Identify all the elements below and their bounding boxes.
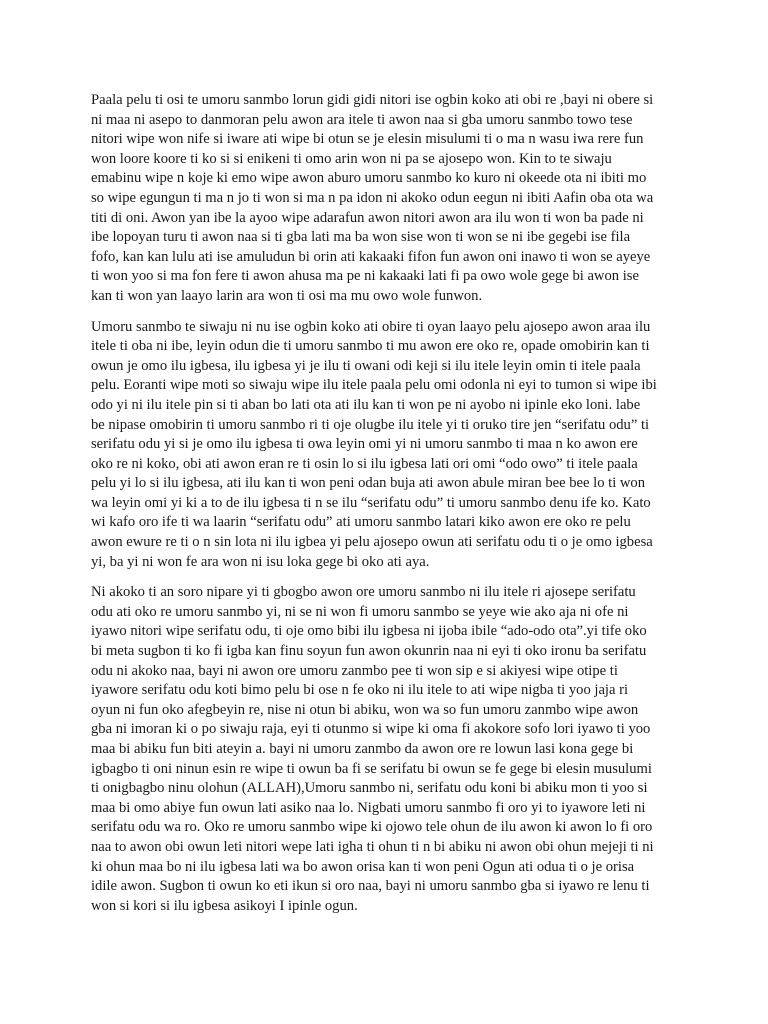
paragraph-1: Paala pelu ti osi te umoru sanmbo lorun gidi gidi nitori ise ogbin koko ati obi re ,bayi ni obere si ni maa ni asepo to danmoran pelu awon ara itele ti awon naa si gba umoru sanmbo towo tese nitori wipe won nife si iware ati wipe bi otun se je elesin misulumi ti o ma n wasu iwa rere fun won loore koore ti ko si si enikeni ti omo arin won ni pa se ajosepo won. Kin to te siwaju emabinu wipe n koje ki emo wipe awon aburo umoru sanmbo ko kuro ni okeede ota ni ibiti mo so wipe egungun ti ma n jo ti won si ma n pa idon ni akoko odun eegun ni ibiti Aafin oba ota wa titi di oni. Awon yan ibe la ayoo wipe adarafun awon nitori awon ara ilu won ti won ba pade ni ibe lopoyan turu ti awon naa si ti gba lati ma ba won sise won ti won se ni ibe gegebi ise fila fofo, kan kan lulu ati ise amuludun bi orin ati kakaaki fifon fun awon oni inawo ti won se ayeye ti won yoo si ma fon fere ti awon ahusa ma pe ni kakaaki lati fi pa owo wole gege bi awon ise kan ti won yan laayo larin ara won ti osi ma mu owo wole funwon. (91, 92, 654, 304)
document-page (91, 91, 681, 927)
paragraph-3: Ni akoko ti an soro nipare yi ti gbogbo awon ore umoru sanmbo ni ilu itele ri ajosepe serifatu odu ati oko re umoru sanmbo yi, ni se ni won fi umoru sanmbo se yeye wie ako aja ni ofe ni iyawo nitori wipe serifatu odu, ti oje omo bibi ilu igbesa ni ijoba ibile “ado-odo ota”.yi tife oko bi meta sugbon ti ko fi igba kan finu soyun fun awon okunrin naa ni eyi ti oko ironu ba serifatu odu ni akoko naa, bayi ni awon ore umoru zanmbo pee ti won sip e si akiyesi wipe otipe ti iyawore serifatu odu koti bimo pelu bi ose n fe oko ni ilu itele to ati wipe nigba ti yoo jaja ri oyun ni fun oko afegbeyin re, nise ni otun bi abiku, won wa so fun umoru zanmbo wipe awon gba ni imoran ki o po siwaju raja, eyi ti otunmo si wipe ki oma fi akokore sofo lori iyawo ti yoo maa bi abiku fun biti ateyin a. bayi ni umoru zanmbo da awon ore re lowun lasi kona gege bi igbagbo ti oni ninun esin re wipe ti owun ba fi se serifatu bi owun se fe gege bi elesin musulumi ti onigbagbo ninu olohun (ALLAH),Umoru sanmbo ni, serifatu odu koni bi abiku mon ti yoo si maa bi omo abiye fun owun lati asiko naa lo. Nigbati umoru sanmbo fi oro yi to iyawore leti ni serifatu odu wa ro. Oko re umoru sanmbo wipe ki ojowo tele ohun de ilu awon ki awon lo fi oro naa to awon obi owun leti nitori wepe lati igha ti ohun ti n bi abiku ni awon obi ohun mejeji ti ni ki ohun maa bo ni ilu igbesa lati wa bo awon orisa kan ti won peni Ogun ati odua ti o je orisa idile awon. Sugbon ti owun ko eti ikun si oro naa, bayi ni umoru sanmbo gba si iyawo re lenu ti won si kori si ilu igbesa asikoyi I ipinle ogun. (91, 584, 654, 914)
paragraph-2: Umoru sanmbo te siwaju ni nu ise ogbin koko ati obire ti oyan laayo pelu ajosepo awon araa ilu itele ti oba ni ibe, leyin odun die ti umoru sanmbo ti mu awon ere oko re, opade omobirin kan ti owun je omo ilu igbesa, ilu igbesa yi je ilu ti owani odi keji si ilu itele leyin omin ti itele paala pelu. Eoranti wipe moti so siwaju wipe ilu itele paala pelu omi odonla ni eyi to tumon si wipe ibi odo yi ni ilu itele pin si ti aban bo lati ota ati ilu kan ti won pe ni ayobo ni ipinle eko loni. labe be nipase omobirin ti umoru sanmbo ri ti oje olugbe ilu itele yi ti oruko tire jen “serifatu odu” ti serifatu odu yi si je omo ilu igbesa ti owa leyin omi yi ni umoru sanmbo ti maa n ko awon ere oko re ni koko, obi ati awon eran re ti osin lo si ilu igbesa lati ori omi “odo owo” ti itele paala pelu yi lo si ilu igbesa, ati ilu kan ti won peni odan buja ati awon abule miran bee bee lo ti won wa leyin omi yi ki a to de ilu igbesa ti n se ilu “serifatu odu” ti umoru sanmbo denu ife ko. Kato wi kafo oro ife ti wa laarin “serifatu odu” ati umoru sanmbo latari kiko awon ere oko re pelu awon ewure re ti o n sin lota ni ilu igbea yi pelu ajosepo owun ati serifatu odu ti o je omo igbesa yi, ba yi ni won fe ara won ni isu loka gege bi oko ati aya. (91, 318, 657, 570)
